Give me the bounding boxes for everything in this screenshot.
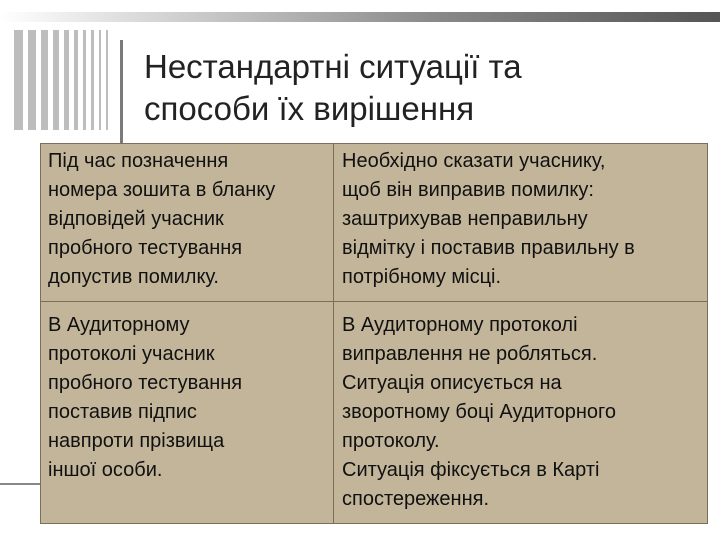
decorative-stripes [14, 30, 124, 130]
row-divider [41, 301, 707, 302]
slide-title: Нестандартні ситуації та способи їх вирішення [144, 48, 522, 127]
table-cell-situation-1: Під час позначення номера зошита в бланку відповідей учасник пробного тестування допустив помилку. [48, 150, 276, 288]
column-divider [333, 144, 334, 523]
title-rule [120, 40, 123, 145]
table-cell-situation-2: В Аудиторному протоколі учасник пробного тестування поставив підпис навпроти прізвища іншої особи. [48, 314, 243, 481]
situations-table [40, 143, 708, 524]
decorative-bottom-rule [0, 483, 40, 485]
decorative-top-bar [0, 12, 720, 22]
table-cell-solution-2: В Аудиторному протоколі виправлення не робляться. Ситуація описується на зворотному боці Аудиторного протоколу. Ситуація фіксується в Карті спостереження. [342, 314, 617, 510]
table-cell-solution-1: Необхідно сказати учаснику, щоб він виправив помилку: заштрихував неправильну відмітку і поставив правильну в потрібному місці. [342, 150, 635, 288]
